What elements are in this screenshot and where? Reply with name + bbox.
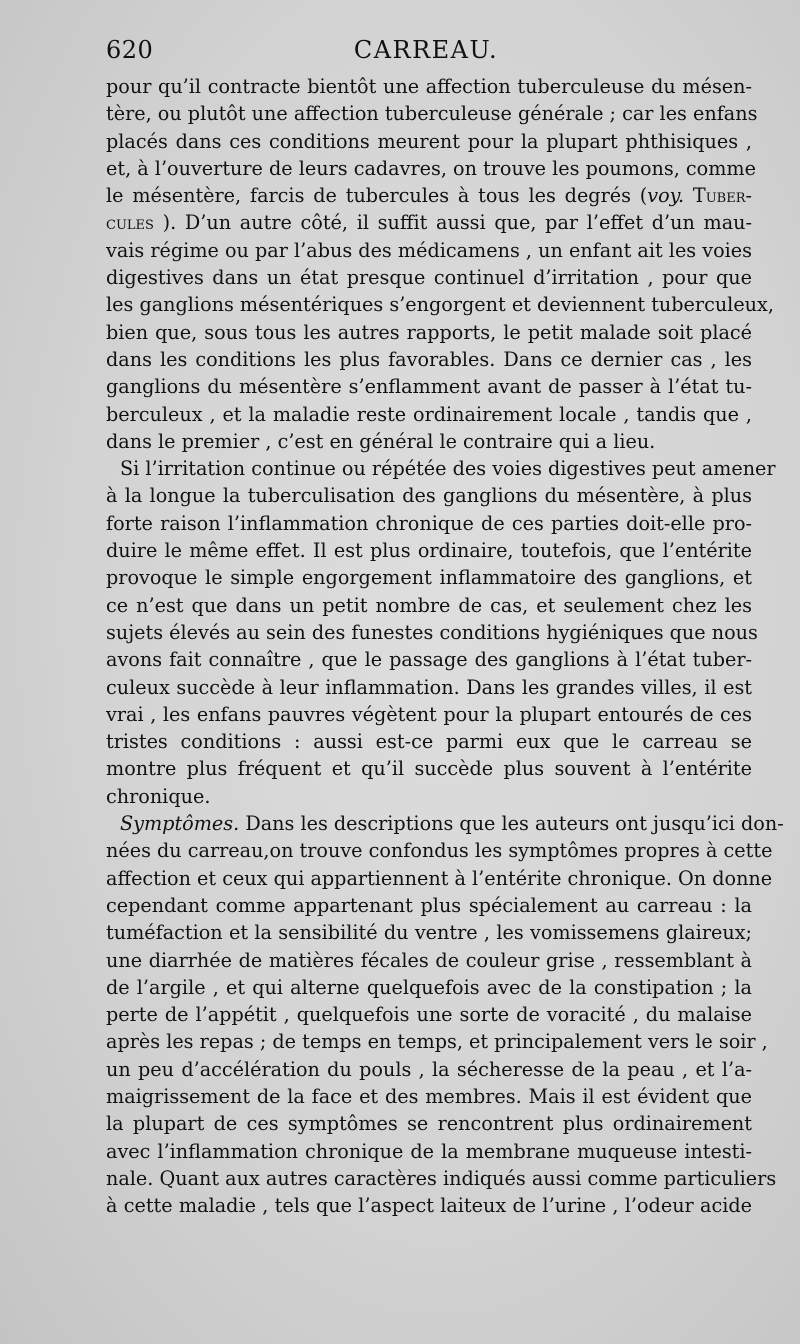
text-line: bien que, sous tous les autres rapports, le petit malade soit placé — [106, 320, 752, 344]
text-line: Symptômes. Dans les descriptions que les auteurs ont jusqu’ici don- — [120, 812, 784, 836]
text-line: de l’argile , et qui alterne quelquefois avec de la constipation ; la — [106, 975, 752, 999]
text-line: tère, ou plutôt une affection tuberculeuse générale ; car les enfans — [106, 102, 758, 126]
text-line: nées du carreau,on trouve confondus les symptômes propres à cette — [106, 839, 773, 863]
text-line: pour qu’il contracte bientôt une affection tuberculeuse du mésen- — [106, 75, 752, 98]
text-line: après les repas ; de temps en temps, et principalement vers le soir , — [106, 1030, 768, 1054]
text-line: montre plus fréquent et qu’il succède plus souvent à l’entérite — [106, 757, 752, 781]
text-line: le mésentère, farcis de tubercules à tous les degrés (voy. Tuber- — [106, 184, 752, 208]
text-line: cependant comme appartenant plus spécialement au carreau : la — [106, 893, 752, 917]
page-header — [106, 36, 746, 68]
text-line: tuméfaction et la sensibilité du ventre , les vomissemens glaireux; — [106, 921, 752, 945]
text-line: dans les conditions les plus favorables. Dans ce dernier cas , les — [106, 347, 752, 371]
text-line: nale. Quant aux autres caractères indiqués aussi comme particuliers — [106, 1166, 777, 1190]
text-line: duire le même effet. Il est plus ordinaire, toutefois, que l’entérite — [106, 539, 752, 563]
text-line: forte raison l’inflammation chronique de ces parties doit-elle pro- — [106, 511, 752, 535]
text-line: maigrissement de la face et des membres. Mais il est évident que — [106, 1084, 752, 1108]
text-line: sujets élevés au sein des funestes conditions hygiéniques que nous — [106, 620, 758, 644]
text-line: un peu d’accélération du pouls , la sécheresse de la peau , et l’a- — [106, 1057, 752, 1081]
text-line: dans le premier , c’est en général le contraire qui a lieu. — [106, 429, 656, 453]
text-line: avec l’inflammation chronique de la membrane muqueuse intesti- — [106, 1139, 752, 1163]
text-line: une diarrhée de matières fécales de couleur grise , ressemblant à — [106, 948, 752, 972]
running-title: CARREAU. — [353, 36, 499, 64]
text-line: ce n’est que dans un petit nombre de cas, et seulement chez les — [106, 593, 752, 617]
text-line: digestives dans un état presque continuel d’irritation , pour que — [106, 266, 752, 290]
text-line: provoque le simple engorgement inflammatoire des ganglions, et — [106, 566, 752, 590]
text-line: à la longue la tuberculisation des ganglions du mésentère, à plus — [106, 484, 752, 508]
text-line: tristes conditions : aussi est-ce parmi eux que le carreau se — [106, 730, 752, 754]
text-line: vais régime ou par l’abus des médicamens , un enfant ait les voies — [106, 238, 752, 262]
text-line: placés dans ces conditions meurent pour la plupart phthisiques , — [106, 129, 752, 153]
text-line: à cette maladie , tels que l’aspect laiteux de l’urine , l’odeur acide — [106, 1194, 752, 1218]
text-line: les ganglions mésentériques s’engorgent et deviennent tuberculeux, — [106, 293, 774, 317]
text-line: berculeux , et la maladie reste ordinairement locale , tandis que , — [106, 402, 752, 426]
text-line: ganglions du mésentère s’enflamment avant de passer à l’état tu- — [106, 375, 752, 399]
text-line: cules ). D’un autre côté, il suffit aussi que, par l’effet d’un mau- — [106, 211, 752, 235]
text-line: la plupart de ces symptômes se rencontrent plus ordinairement — [106, 1112, 752, 1136]
text-line: avons fait connaître , que le passage des ganglions à l’état tuber- — [106, 648, 752, 672]
body-text — [106, 73, 784, 1219]
text-line: et, à l’ouverture de leurs cadavres, on trouve les poumons, comme — [106, 156, 756, 180]
text-line: affection et ceux qui appartiennent à l’entérite chronique. On donne — [106, 866, 773, 890]
text-line: chronique. — [106, 784, 211, 808]
text-line: culeux succède à leur inflammation. Dans les grandes villes, il est — [106, 675, 752, 699]
text-line: vrai , les enfans pauvres végètent pour la plupart entourés de ces — [106, 702, 752, 726]
text-line: perte de l’appétit , quelquefois une sorte de voracité , du malaise — [106, 1003, 752, 1027]
text-line: Si l’irritation continue ou répétée des voies digestives peut amener — [120, 457, 776, 481]
page-number: 620 — [106, 36, 154, 64]
